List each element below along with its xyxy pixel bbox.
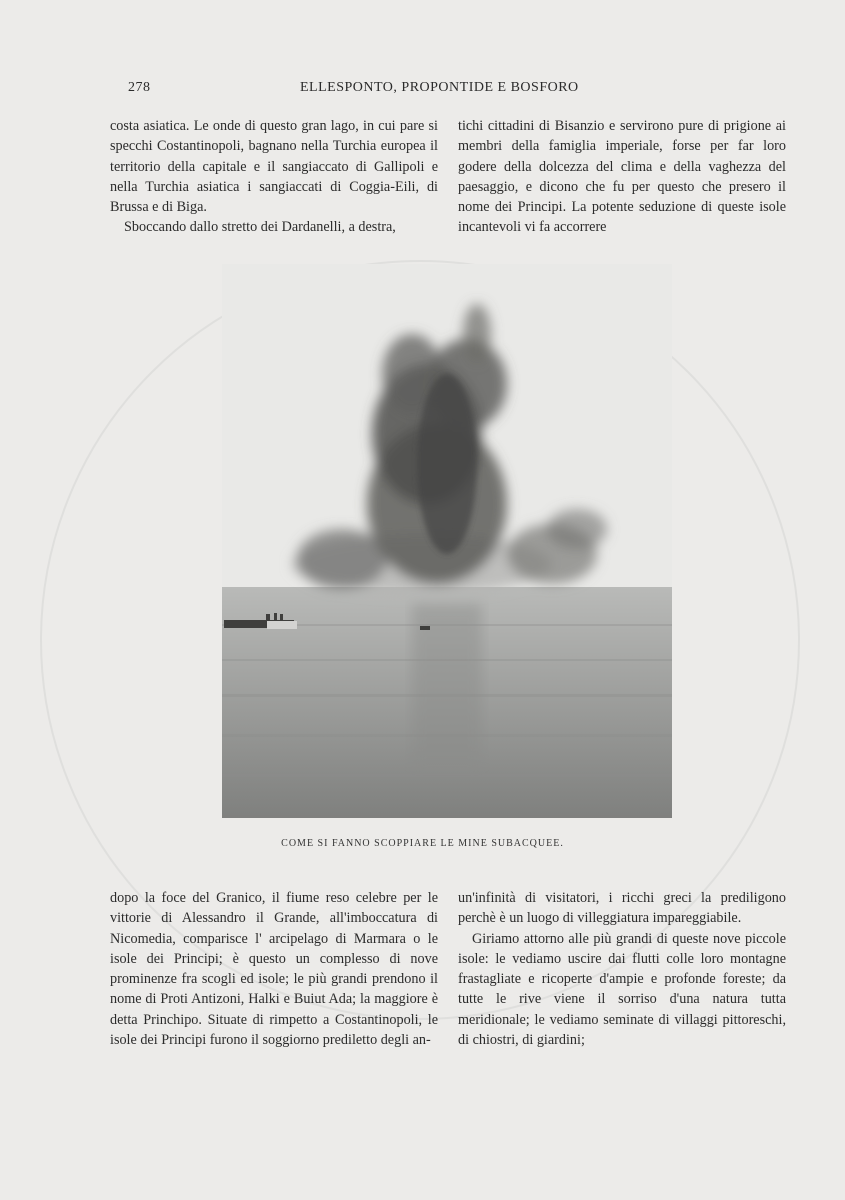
paragraph: Giriamo attorno alle più grandi di queste nove piccole isole: le vediamo uscire dai flutti colle loro montagne frastagliate e ricoperte d'ampie e profonde foreste; da tutte le rive viene il sorriso d'una natura tutta meridionale; le vediamo seminate di villaggi pittoreschi, di chiostri, di giardini; (458, 930, 786, 1049)
photo-caption: COME SI FANNO SCOPPIARE LE MINE SUBACQUEE. (281, 838, 564, 849)
paragraph: costa asiatica. Le onde di questo gran lago, in cui pare si specchi Costantinopoli, bagnano nella Turchia europea il territorio della capitale e il sangiaccato di Gallipoli e nella Turchia asiatica i sangiaccati di Coggia-Eili, di Brussa e di Biga. (110, 118, 438, 216)
paragraph: dopo la foce del Granico, il fiume reso celebre per le vittorie di Alessandro il Grande, all'imboccatura di Nicomedia, comparisce l' arcipelago di Marmara o le isole dei Principi; è questo un complesso di nove prominenze fra scogli ed isole; le più grandi prendono il nome di Proti Antizoni, Halki e Buiut Ada; la maggiore è detta Princhipo. Situate di rimpetto a Costantinopoli, le isole dei Principi furono il soggiorno prediletto degli an- (110, 890, 438, 1049)
photograph-underwater-mine-explosion (222, 264, 672, 818)
text-column-bottom-left (110, 888, 438, 1050)
paragraph: Sboccando dallo stretto dei Dardanelli, a destra, (124, 219, 396, 236)
page-number: 278 (128, 80, 151, 95)
text-column-top-right (458, 116, 786, 238)
paragraph: un'infinità di visitatori, i ricchi greci la prediligono perchè è un luogo di villeggiatura impareggiabile. (458, 890, 786, 927)
explosion-illustration (222, 264, 672, 818)
paragraph: tichi cittadini di Bisanzio e servirono pure di prigione ai membri della famiglia imperiale, forse per far loro godere della dolcezza del clima e della vaghezza del paesaggio, e dicono che fu per questo che presero il nome dei Principi. La potente seduzione di queste isole incantevoli vi fa accorrere (458, 118, 786, 236)
text-column-top-left (110, 116, 438, 238)
running-head: ELLESPONTO, PROPONTIDE E BOSFORO (300, 80, 579, 95)
page-header (110, 80, 735, 102)
text-column-bottom-right (458, 888, 786, 1050)
